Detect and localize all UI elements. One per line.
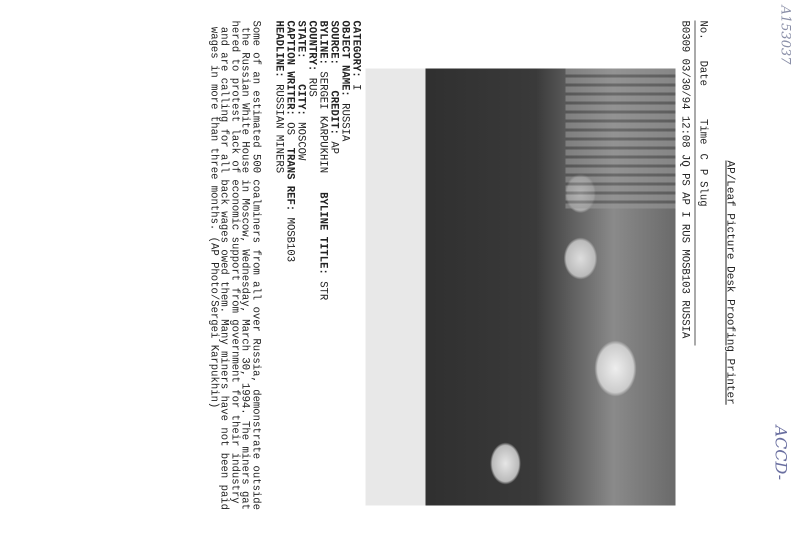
label: OBJECT NAME: — [338, 20, 350, 97]
record-row: B0309 03/30/94 12:08 JQ PS AP I RUS MOSB103 RUSSIA — [678, 20, 690, 338]
value: MOSB103 — [283, 217, 295, 262]
value: SERGEI KARPUKHIN — [316, 70, 328, 173]
caption-line: Some of an estimated 500 coalminers from all over Russia, demonstrate outside — [249, 20, 261, 510]
col-time: Time — [696, 118, 708, 144]
label: BYLINE: — [316, 20, 328, 65]
value: OS — [283, 121, 295, 135]
handwritten-initials: ACCD- — [771, 425, 790, 480]
metadata-block — [272, 20, 360, 300]
label: COUNTRY: — [305, 20, 317, 71]
value: STR — [316, 280, 328, 300]
label: BYLINE TITLE: — [316, 191, 328, 275]
label: CITY: — [294, 83, 306, 116]
banner — [365, 68, 425, 505]
news-photo — [365, 68, 675, 505]
label: HEADLINE: — [272, 20, 284, 78]
caption-line: the Russian White House in Moscow, Wednesday, March 30, 1994. The miners gat — [238, 20, 251, 510]
handwritten-id: A153037 — [777, 5, 792, 65]
col-c: C — [696, 152, 708, 160]
col-p: P — [696, 168, 708, 175]
caption — [208, 20, 261, 510]
value: I — [349, 83, 361, 90]
label: STATE: — [294, 20, 306, 59]
label: SOURCE: — [327, 20, 339, 65]
label: TRANS REF: — [283, 147, 295, 211]
caption-line: hered to protest lack of economic support from government for their industry — [228, 20, 240, 504]
document-title: AP/Leaf Picture Desk Proofing Printer — [723, 160, 735, 405]
label: CAPTION WRITER: — [283, 20, 295, 116]
value: RUSSIA — [338, 102, 350, 141]
value: AP — [327, 140, 339, 154]
caption-line: wages in more than three months. (AP Photo/Sergei Karpukhin) — [207, 20, 219, 408]
col-no: No. — [696, 20, 708, 40]
col-slug: Slug — [696, 180, 708, 207]
column-header — [694, 20, 708, 345]
building — [565, 68, 675, 208]
value: RUSSIAN MINERS — [272, 83, 284, 173]
value: MOSCOW — [294, 121, 306, 160]
label: CREDIT: — [327, 89, 339, 135]
col-date: Date — [696, 60, 708, 86]
value: RUS — [305, 77, 317, 97]
caption-line: and are calling for all back wages owed them. Many miners have not been paid — [217, 20, 230, 510]
label: CATEGORY: — [349, 20, 361, 78]
